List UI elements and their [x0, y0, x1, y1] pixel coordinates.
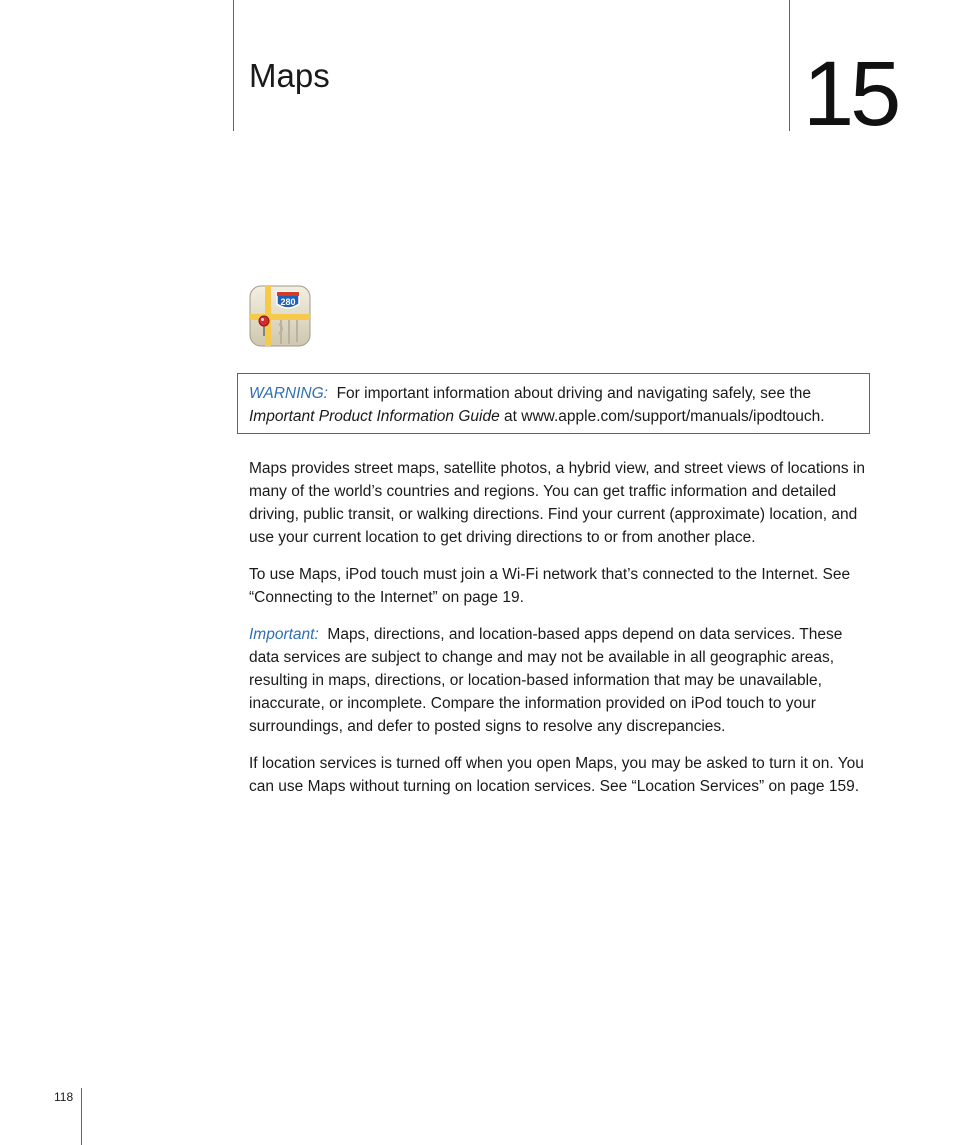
warning-text: For important information about driving and navigating safely, see the: [336, 385, 812, 402]
page-number: 118: [54, 1090, 74, 1104]
chapter-title: Maps: [249, 57, 330, 94]
body-paragraph-important: [249, 623, 874, 738]
body-paragraph-location: If location services is turned off when you open Maps, you may be asked to turn it on. You can use Maps without turning on location services. See “Location Services” on page 159.: [249, 755, 864, 795]
map-icon: [249, 284, 311, 348]
important-text: Maps, directions, and location-based apps depend on data services. These data services are subject to change and may not be available in all geographic areas, resulting in maps, directions, or location-based information that may be unavailable, inaccurate, or incomplete. Compare the information provided on iPod touch to your surroundings, and defer to posted signs to resolve any discrepancies.: [249, 626, 843, 735]
chapter-number: 15: [803, 43, 898, 145]
warning-box: [237, 373, 870, 434]
guide-title: Important Product Information Guide: [249, 408, 500, 425]
warning-label: WARNING:: [249, 385, 328, 402]
important-label: Important:: [249, 626, 319, 643]
body-paragraph-intro: Maps provides street maps, satellite photos, a hybrid view, and street views of locations in many of the world’s countries and regions. You can get traffic information and detailed driving, public transit, or walking directions. Find your current (approximate) location, and use your current location to get driving directions to or from another place.: [249, 460, 865, 546]
body-paragraph-wifi: To use Maps, iPod touch must join a Wi-Fi network that’s connected to the Internet. See “Connecting to the Internet” on page 19.: [249, 566, 851, 606]
warning-text-2: at www.apple.com/support/manuals/ipodtouch.: [504, 408, 825, 425]
maps-app-icon: [249, 284, 311, 348]
highway-shield-text: 280: [280, 297, 296, 307]
header-rule-right: [789, 0, 790, 131]
footer-rule: [81, 1088, 82, 1145]
header-rule-left: [233, 0, 234, 131]
